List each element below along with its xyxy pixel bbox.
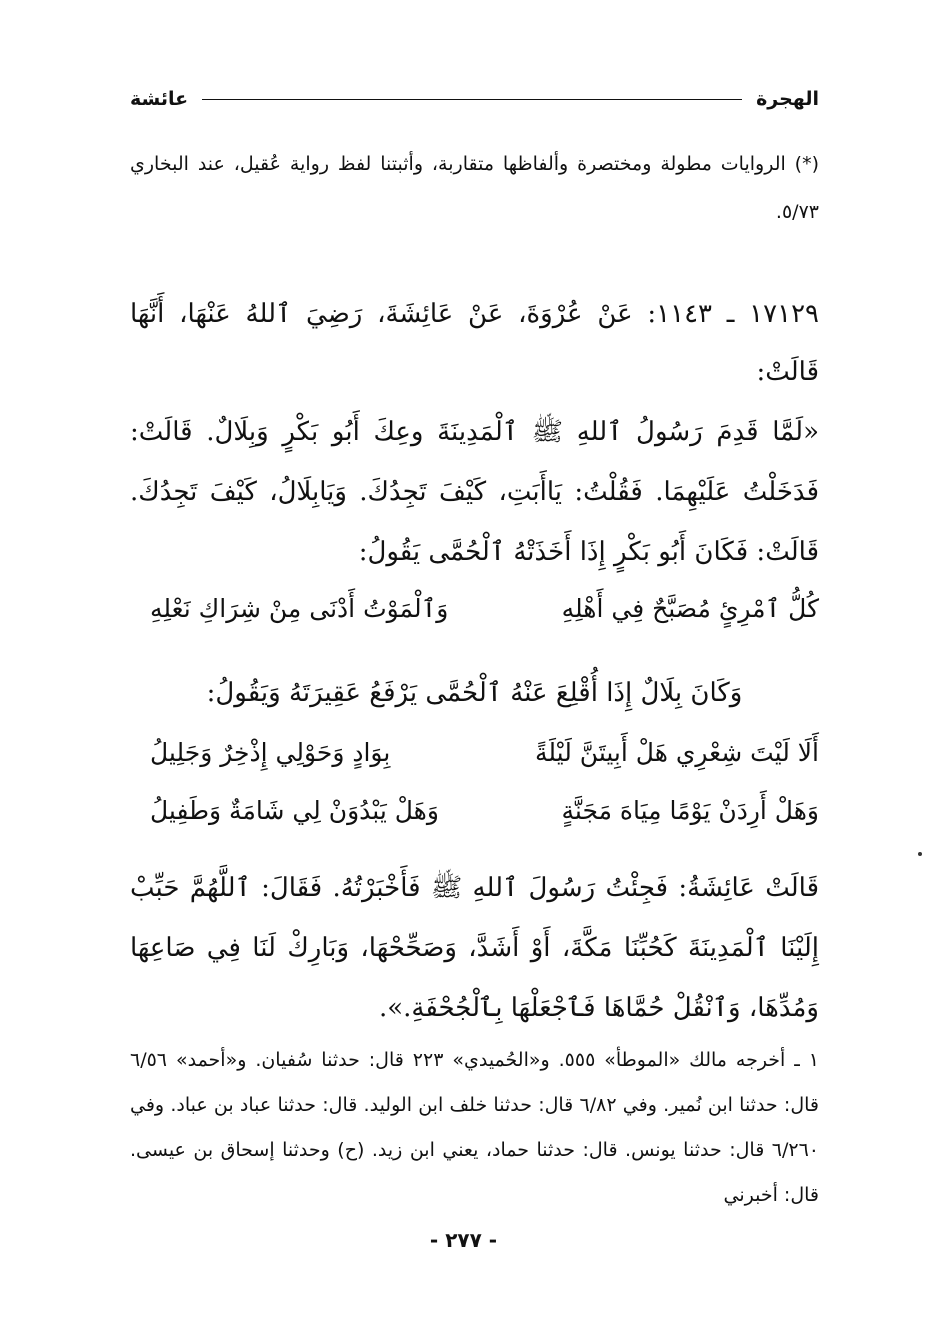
header-section: عائشة — [130, 88, 189, 110]
hadith-paragraph-2: قَالَتْ عَائِشَةُ: فَجِئْتُ رَسُولَ ٱللهِ ﷺ فَأَخْبَرْتُهُ. فَقَالَ: ٱللَّهُمَّ حَبِّبْ إِلَيْنَا ٱلْمَدِينَةَ كَحُبِّنَا مَكَّةَ، أَوْ أَشَدَّ، وَصَحِّحْهَا، وَبَارِكْ لَنَا فِي صَاعِهَا وَمُدِّهَا، وَٱنْقُلْ حُمَّاهَا فَٱجْعَلْهَا بِٱلْجُحْفَةِ.». — [130, 873, 819, 1023]
hadith-heading: ١٧١٢٩ ـ ١١٤٣: عَنْ عُرْوَةَ، عَنْ عَائِشَةَ، رَضِيَ ٱللهُ عَنْهَا، أَنَّهَا قَالَتْ: — [130, 299, 819, 387]
hadith-paragraph-1: «لَمَّا قَدِمَ رَسُولُ ٱللهِ ﷺ ٱلْمَدِينَةَ وعِكَ أَبُو بَكْرٍ وَبِلَالٌ. قَالَتْ: فَدَخَلْتُ عَلَيْهِمَا. فَقُلْتُ: يَاأَبَتِ، كَيْفَ تَجِدُكَ. وَيَابِلَالُ، كَيْفَ تَجِدُكَ. قَالَتْ: فَكَانَ أَبُو بَكْرٍ إِذَا أَخَذَتْهُ ٱلْحُمَّى يَقُولُ: — [130, 417, 819, 567]
verse-2-second-hemistich: بِوَادٍ وَحَوْلِي إِذْخِرٌ وَجَلِيلُ — [150, 738, 391, 767]
poem-verse-1 — [150, 594, 819, 623]
verse-1-first-hemistich: كُلُّ ٱمْرِئٍ مُصَبَّحٌ فِي أَهْلِهِ — [561, 594, 819, 623]
footnote: ١ ـ أخرجه مالك «الموطأ» ٥٥٥. و«الحُميدي» ٢٢٣ قال: حدثنا سُفيان. و«أحمد» ٦/٥٦ قال: حدثنا ابن نُمير. وفي ٦/٨٢ قال: حدثنا خلف ابن الوليد. قال: حدثنا عباد بن عباد. وفي ٦/٢٦٠ قال: حدثنا يونس. قال: حدثنا حماد، يعني ابن زيد. (ح) وحدثنا إسحاق بن عيسى. قال: أخبرني — [130, 1049, 819, 1206]
hadith-middle-line: وَكَانَ بِلَالٌ إِذَا أُقْلِعَ عَنْهُ ٱلْحُمَّى يَرْفَعُ عَقِيرَتَهُ وَيَقُولُ: — [206, 678, 743, 708]
running-header — [130, 84, 819, 114]
header-rule — [202, 99, 742, 100]
poem-verse-3 — [150, 796, 819, 825]
editor-note: (*) الروايات مطولة ومختصرة وألفاظها متقاربة، وأثبتنا لفظ رواية عُقيل، عند البخاري ٥/٧٣. — [130, 153, 819, 223]
verse-1-second-hemistich: وَٱلْمَوْتُ أَدْنَى مِنْ شِرَاكِ نَعْلِهِ — [150, 594, 449, 623]
verse-3-second-hemistich: وَهَلْ يَبْدُوَنْ لِي شَامَةٌ وَطَفِيلُ — [150, 796, 439, 825]
verse-2-first-hemistich: أَلَا لَيْتَ شِعْرِي هَلْ أَبِيتَنَّ لَيْلَةً — [535, 738, 819, 767]
ink-speck — [918, 852, 922, 856]
page-number: - ٢٧٧ - — [429, 1228, 498, 1252]
poem-verse-2 — [150, 738, 819, 767]
verse-3-first-hemistich: وَهَلْ أَرِدَنْ يَوْمًا مِيَاهَ مَجَنَّةٍ — [561, 796, 819, 825]
header-chapter: الهجرة — [756, 88, 819, 110]
